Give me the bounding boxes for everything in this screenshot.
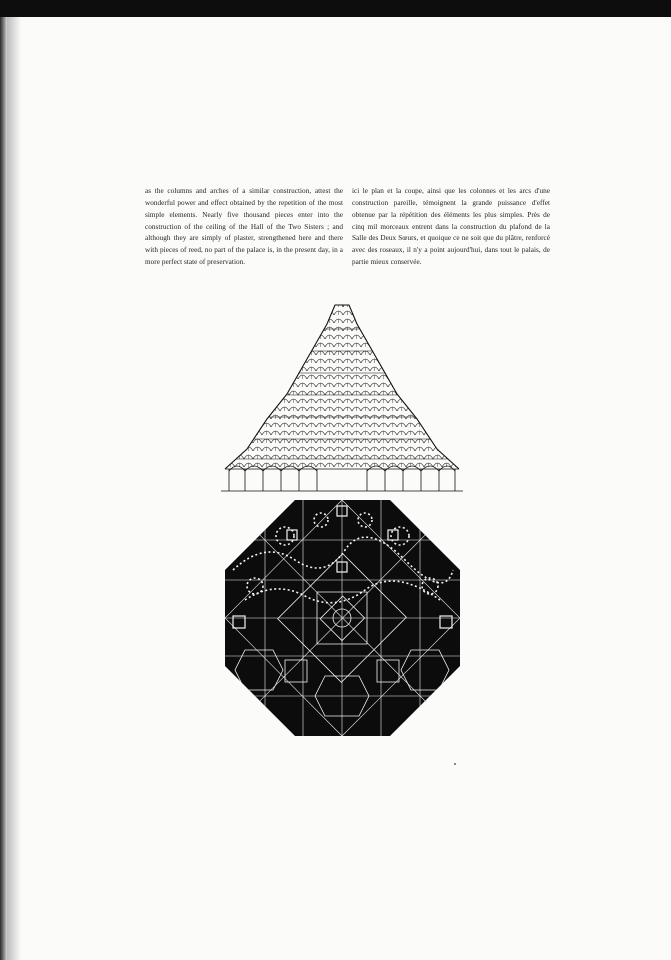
muqarnas-section-drawing bbox=[217, 299, 467, 495]
gutter-shadow bbox=[7, 17, 21, 960]
french-text-column: ici le plan et la coupe, ainsi que les colonnes et les arcs d'une construction pareille, témoignent la grande puissance d'effet obtenue par la répétition des éléments les plus simples. Près de cinq mil morceaux entrent dans la construction du plafond de la Salle des Deux Sœurs, et quoique ce ne soit que du plâtre, renforcé avec des roseaux, il n'y a point aujourd'hui, dans tout le palais, de partie mieux conservée. bbox=[352, 187, 550, 266]
ceiling-plan-drawing bbox=[225, 500, 460, 736]
scan-left-border bbox=[0, 17, 7, 960]
scan-top-border bbox=[0, 0, 671, 17]
english-text-column: as the columns and arches of a similar construction, attest the wonderful power and effect obtained by the repetition of the most simple elements. Nearly five thousand pieces enter into the construction of the ceiling of the Hall of the Two Sisters ; and although they are simply of plaster, strengthened here and there with pieces of reed, no part of the palace is, in the present day, in a more perfect state of preservation. bbox=[145, 187, 343, 266]
print-speck bbox=[454, 763, 456, 765]
book-page bbox=[7, 17, 671, 960]
